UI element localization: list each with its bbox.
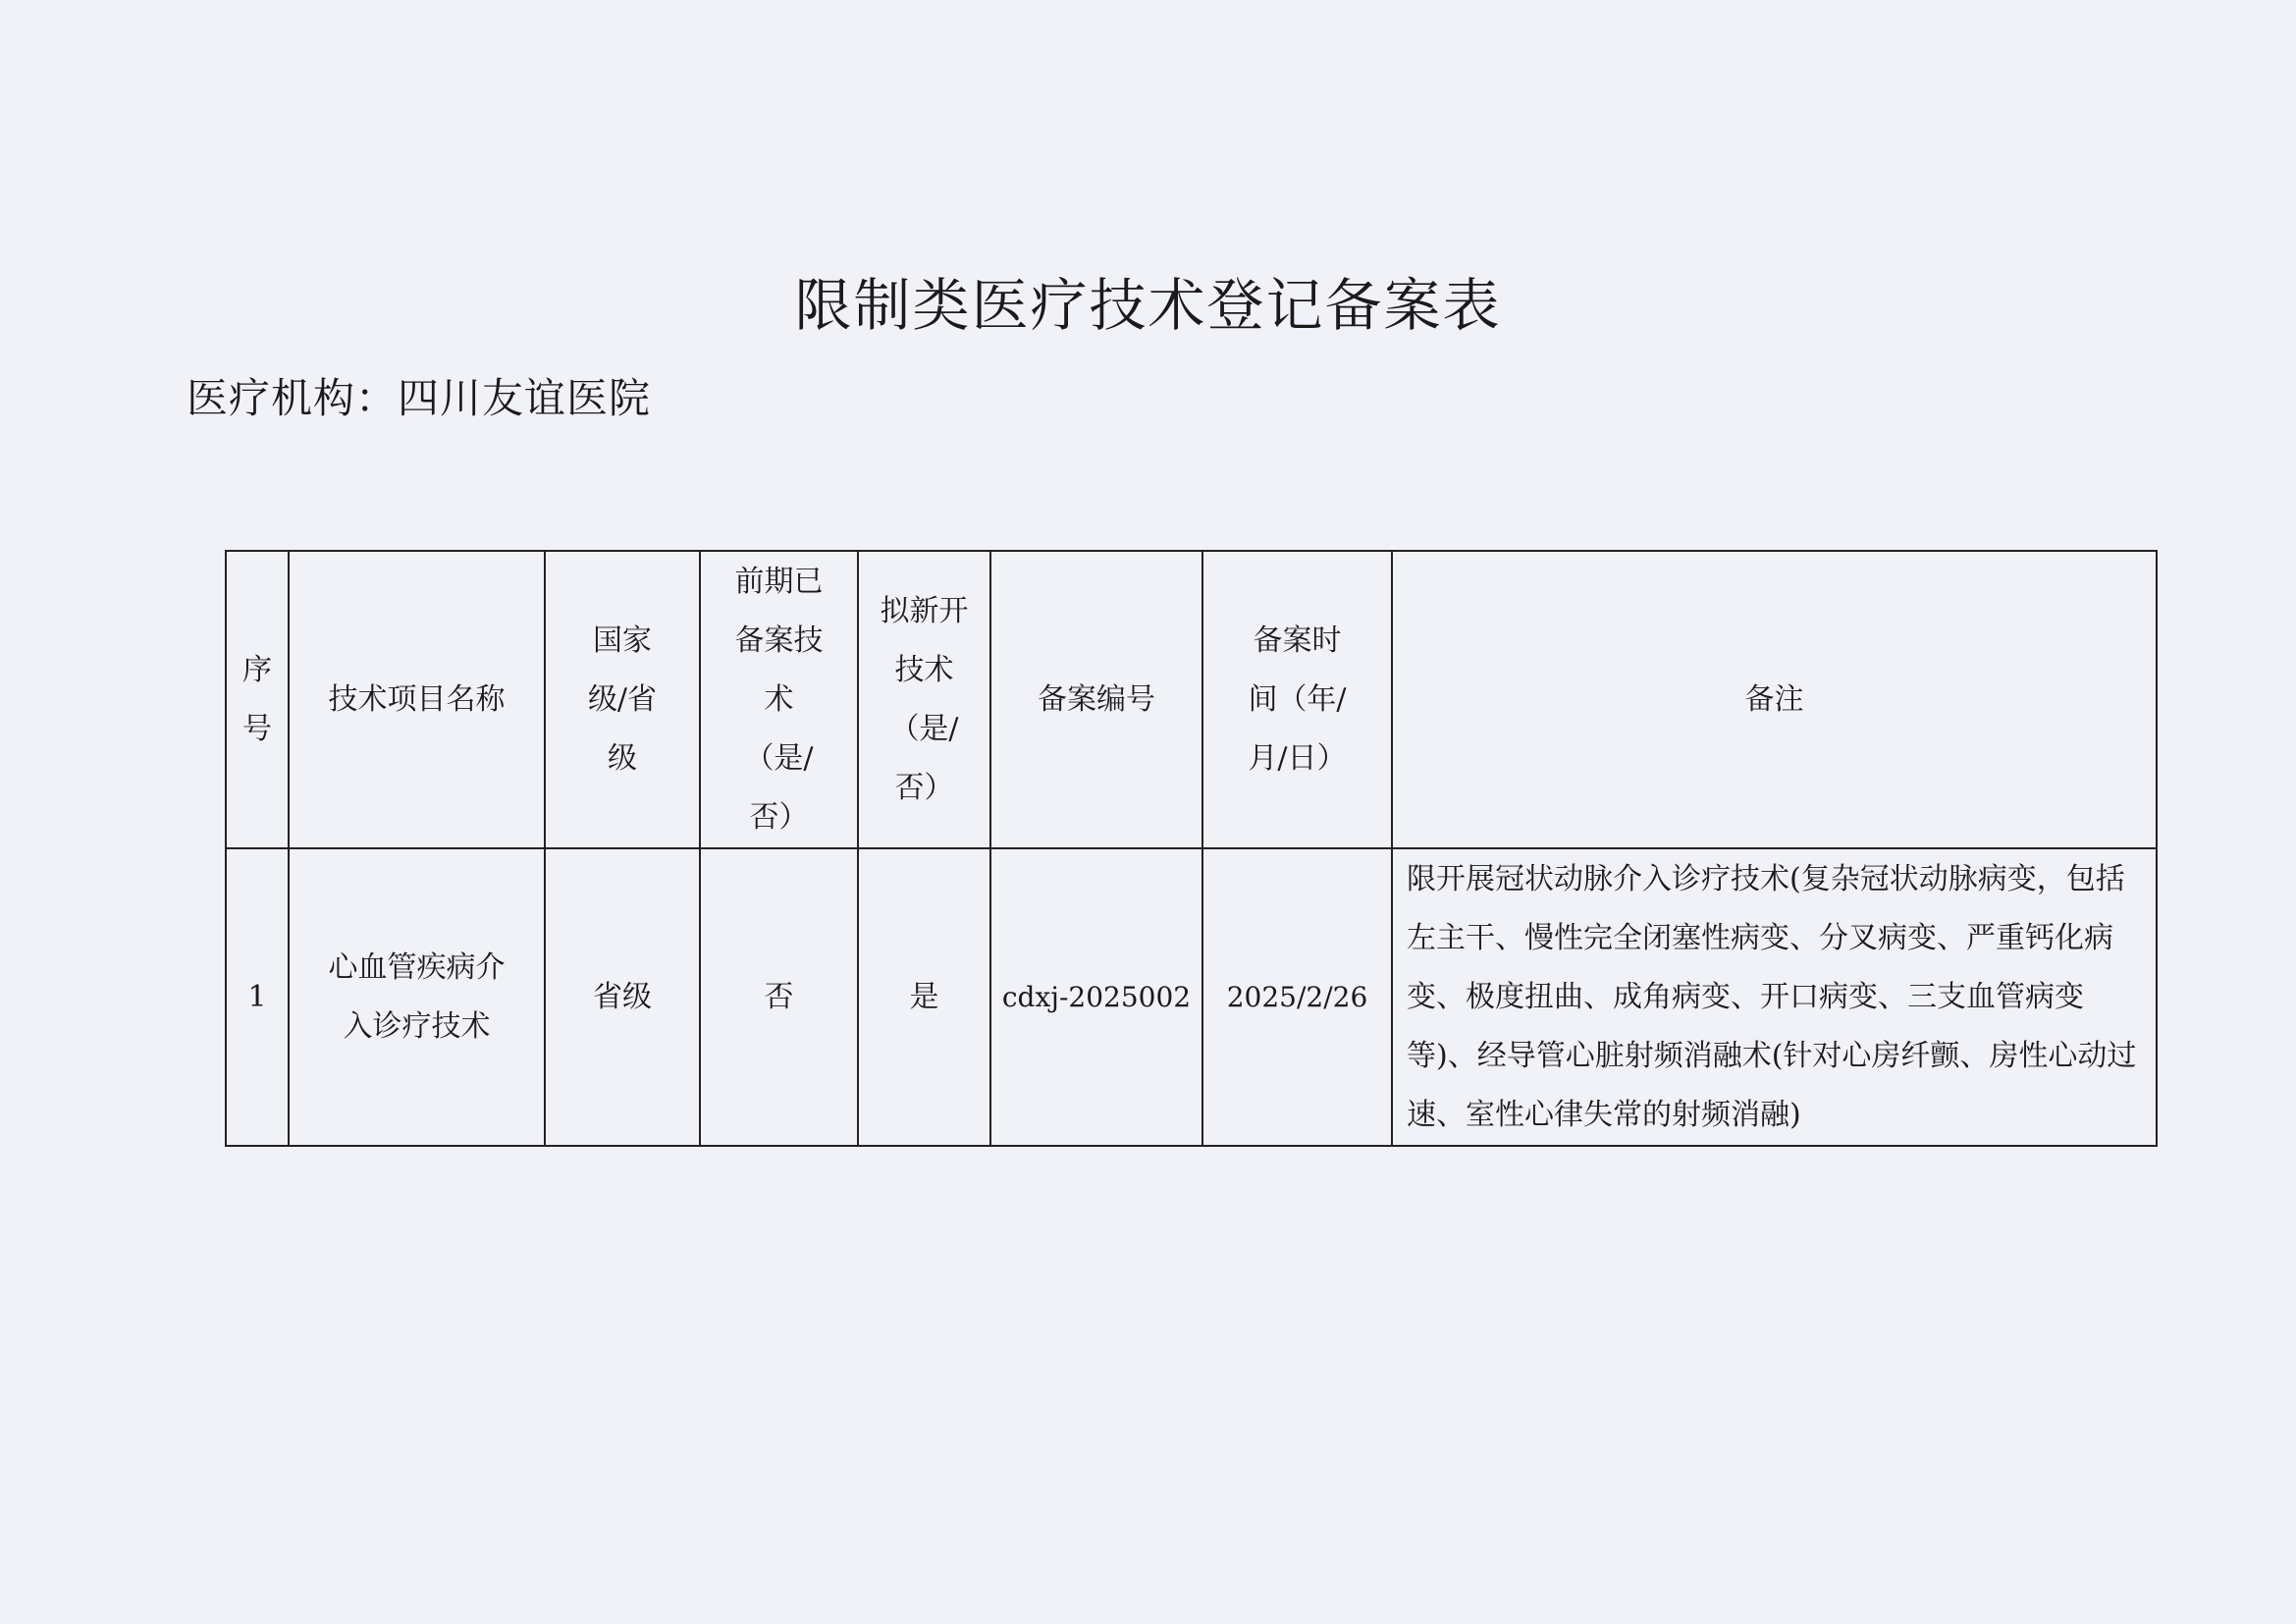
header-previously-filed: 前期已备案技术（是/否）: [700, 551, 858, 848]
header-level: 国家级/省级: [545, 551, 700, 848]
cell-new-technology: 是: [858, 848, 990, 1146]
table-header-row: [226, 551, 2157, 848]
header-index: 序号: [226, 551, 289, 848]
page-title: 限制类医疗技术登记备案表: [794, 272, 1502, 339]
institution-label: 医疗机构：四川友谊医院: [187, 374, 652, 422]
header-technology-name: 技术项目名称: [289, 551, 545, 848]
cell-technology-name: 心血管疾病介入诊疗技术: [289, 848, 545, 1146]
header-record-date: 备案时间（年/月/日）: [1202, 551, 1392, 848]
cell-level: 省级: [545, 848, 700, 1146]
header-remark: 备注: [1392, 551, 2157, 848]
cell-record-number: cdxj-2025002: [990, 848, 1202, 1146]
cell-remark: 限开展冠状动脉介入诊疗技术(复杂冠状动脉病变，包括左主干、慢性完全闭塞性病变、分叉病变、严重钙化病变、极度扭曲、成角病变、开口病变、三支血管病变等)、经导管心脏射频消融术(针对心房纤颤、房性心动过速、室性心律失常的射频消融): [1392, 848, 2157, 1146]
record-table: [225, 550, 2158, 1147]
header-record-number: 备案编号: [990, 551, 1202, 848]
header-new-technology: 拟新开技术（是/否）: [858, 551, 990, 848]
table-row: [226, 848, 2157, 1146]
cell-previously-filed: 否: [700, 848, 858, 1146]
cell-record-date: 2025/2/26: [1202, 848, 1392, 1146]
cell-index: 1: [226, 848, 289, 1146]
